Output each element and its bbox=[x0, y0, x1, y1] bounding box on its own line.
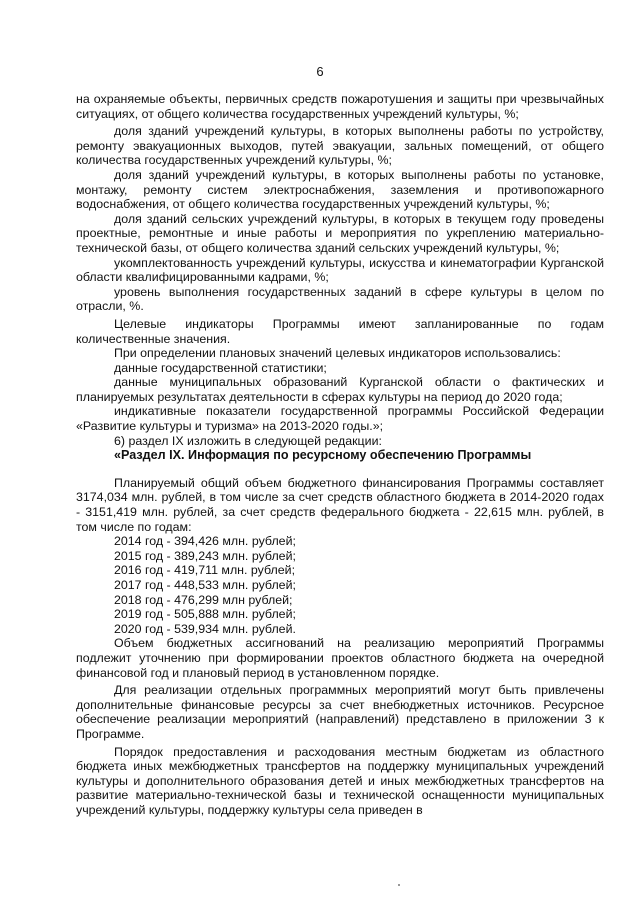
funding-year-line: 2019 год - 505,888 млн. рублей; bbox=[114, 607, 296, 622]
paragraph: уровень выполнения государственных заданий в сфере культуры в целом по отрасли, %. bbox=[76, 284, 604, 314]
paragraph: укомплектованность учреждений культуры, искусства и кинематографии Курганской области квалифицированными кадрами, %; bbox=[76, 255, 604, 285]
section-heading: «Раздел IX. Информация по ресурсному обеспечению Программы bbox=[114, 448, 532, 463]
funding-year-line: 2018 год - 476,299 млн рублей; bbox=[114, 592, 293, 607]
paragraph: Для реализации отдельных программных мероприятий могут быть привлечены дополнительные финансовые ресурсы за счет внебюджетных источников. Ресурсное обеспечение реализации мероприятий (направлений) представлено в приложении 3 к Программе. bbox=[76, 683, 604, 741]
funding-year-line: 2015 год - 389,243 млн. рублей; bbox=[114, 548, 296, 563]
paragraph: Объем бюджетных ассигнований на реализацию мероприятий Программы подлежит уточнению при формировании проектов областного бюджета на очередной финансовой год и плановый период в установленном порядке. bbox=[76, 636, 604, 680]
funding-year-line: 2017 год - 448,533 млн. рублей; bbox=[114, 578, 296, 592]
scan-speck bbox=[398, 884, 400, 886]
page-number: 6 bbox=[316, 64, 324, 79]
paragraph: Целевые индикаторы Программы имеют запланированные по годам количественные значения. bbox=[76, 316, 604, 346]
funding-year-line: 2016 год - 419,711 млн. рублей; bbox=[114, 563, 296, 578]
paragraph: на охраняемые объекты, первичных средств пожаротушения и защиты при чрезвычайных ситуациях, от общего количества государственных учреждений культуры, %; bbox=[76, 92, 604, 121]
paragraph: доля зданий сельских учреждений культуры, в которых в текущем году проведены проектные, ремонтные и иные работы и мероприятия по укреплению материально-технической базы, от общего количества зданий сельских учреждений культуры, %; bbox=[76, 211, 604, 255]
paragraph: индикативные показатели государственной программы Российской Федерации «Развитие культуры и туризма» на 2013-2020 годы.»; bbox=[76, 404, 604, 434]
paragraph: доля зданий учреждений культуры, в которых выполнены работы по установке, монтажу, ремонту систем электроснабжения, заземления и противопожарного водоснабжения, от общего количества государственных учреждений культуры, %; bbox=[76, 167, 604, 212]
funding-year-line: 2014 год - 394,426 млн. рублей; bbox=[114, 534, 296, 549]
paragraph: доля зданий учреждений культуры, в которых выполнены работы по устройству, ремонту эвакуационных выходов, путей эвакуации, зальных помещений, от общего количества государственных учреждений культуры, %; bbox=[76, 124, 604, 168]
document-body bbox=[76, 92, 604, 818]
paragraph: Планируемый общий объем бюджетного финансирования Программы составляет 3174,034 млн. рублей, в том числе за счет средств областного бюджета в 2014-2020 годах - 3151,419 млн. рублей, за счет средств федерального бюджета - 22,615 млн. рублей, в том числе по годам: bbox=[76, 475, 604, 534]
paragraph: 6) раздел IX изложить в следующей редакции: bbox=[114, 433, 382, 448]
paragraph: данные государственной статистики; bbox=[114, 360, 327, 375]
paragraph: данные муниципальных образований Курганской области о фактических и планируемых результатах деятельности в сферах культуры на период до 2020 года; bbox=[76, 375, 604, 404]
paragraph: При определении плановых значений целевых индикаторов использовались: bbox=[114, 346, 561, 361]
funding-year-line: 2020 год - 539,934 млн. рублей. bbox=[114, 621, 296, 636]
paragraph: Порядок предоставления и расходования местным бюджетам из областного бюджета иных межбюджетных трансфертов на поддержку муниципальных учреждений культуры и дополнительного образования детей и иных межбюджетных трансфертов на развитие материально-технической базы и технической оснащенности муниципальных учреждений культуры, поддержку культуры села приведен в bbox=[76, 744, 604, 817]
